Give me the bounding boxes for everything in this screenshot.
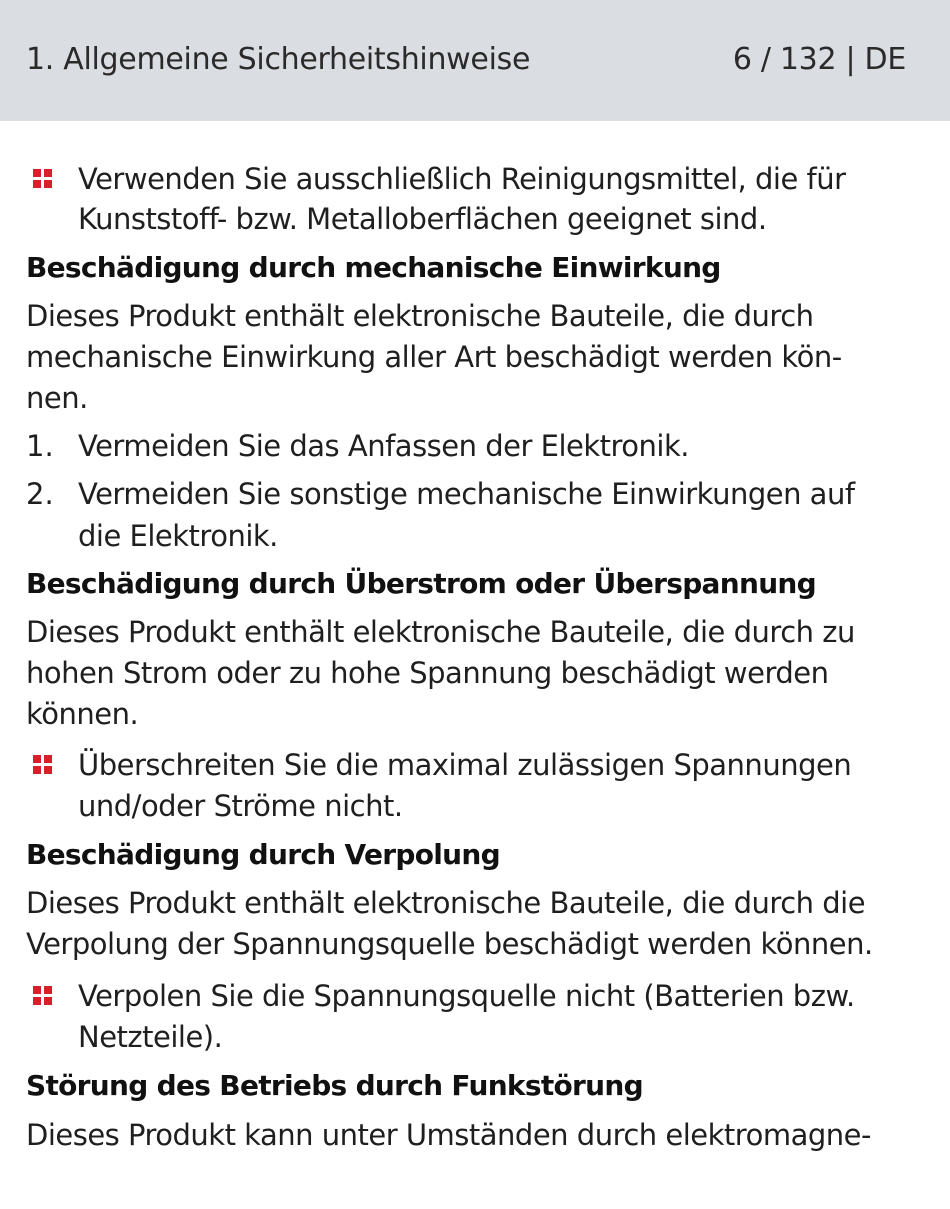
bullet-text-line: Verpolen Sie die Spannungsquelle nicht (Batterien bzw.	[78, 979, 855, 1013]
bullet-text-line: Verwenden Sie ausschließlich Reinigungsmittel, die für	[78, 162, 846, 196]
paragraph-line: hohen Strom oder zu hohe Spannung beschädigt werden	[26, 656, 829, 690]
paragraph-line: Dieses Produkt enthält elektronische Bauteile, die durch zu	[26, 615, 855, 649]
step-text-line: die Elektronik.	[78, 519, 278, 553]
paragraph-line: mechanische Einwirkung aller Art beschädigt werden kön-	[26, 340, 842, 374]
bullet-text-line: Netzteile).	[78, 1020, 223, 1054]
bullet-text-line: Kunststoff- bzw. Metalloberflächen geeignet sind.	[78, 202, 767, 236]
page-header	[0, 0, 950, 121]
section-heading: Beschädigung durch Überstrom oder Überspannung	[26, 567, 817, 600]
bullet-icon	[33, 986, 53, 1006]
step-number: 2.	[26, 477, 54, 511]
paragraph-line: Dieses Produkt kann unter Umständen durch elektromagne-	[26, 1118, 871, 1152]
step-text-line: Vermeiden Sie das Anfassen der Elektronik.	[78, 429, 689, 463]
section-heading: Störung des Betriebs durch Funkstörung	[26, 1069, 643, 1102]
paragraph-line: Dieses Produkt enthält elektronische Bauteile, die durch die	[26, 886, 866, 920]
paragraph-line: Dieses Produkt enthält elektronische Bauteile, die durch	[26, 299, 814, 333]
bullet-text-line: und/oder Ströme nicht.	[78, 789, 403, 823]
step-text-line: Vermeiden Sie sonstige mechanische Einwirkungen auf	[78, 477, 855, 511]
section-heading: Beschädigung durch mechanische Einwirkung	[26, 251, 721, 284]
bullet-text-line: Überschreiten Sie die maximal zulässigen Spannungen	[78, 748, 852, 782]
bullet-icon	[33, 755, 53, 775]
paragraph-line: können.	[26, 697, 139, 731]
paragraph-line: nen.	[26, 381, 88, 415]
page-number: 6 / 132 | DE	[732, 42, 906, 77]
bullet-icon	[33, 169, 53, 189]
step-number: 1.	[26, 429, 54, 463]
section-heading: Beschädigung durch Verpolung	[26, 838, 500, 871]
chapter-title: 1. Allgemeine Sicherheitshinweise	[26, 42, 531, 77]
paragraph-line: Verpolung der Spannungsquelle beschädigt werden können.	[26, 927, 873, 961]
